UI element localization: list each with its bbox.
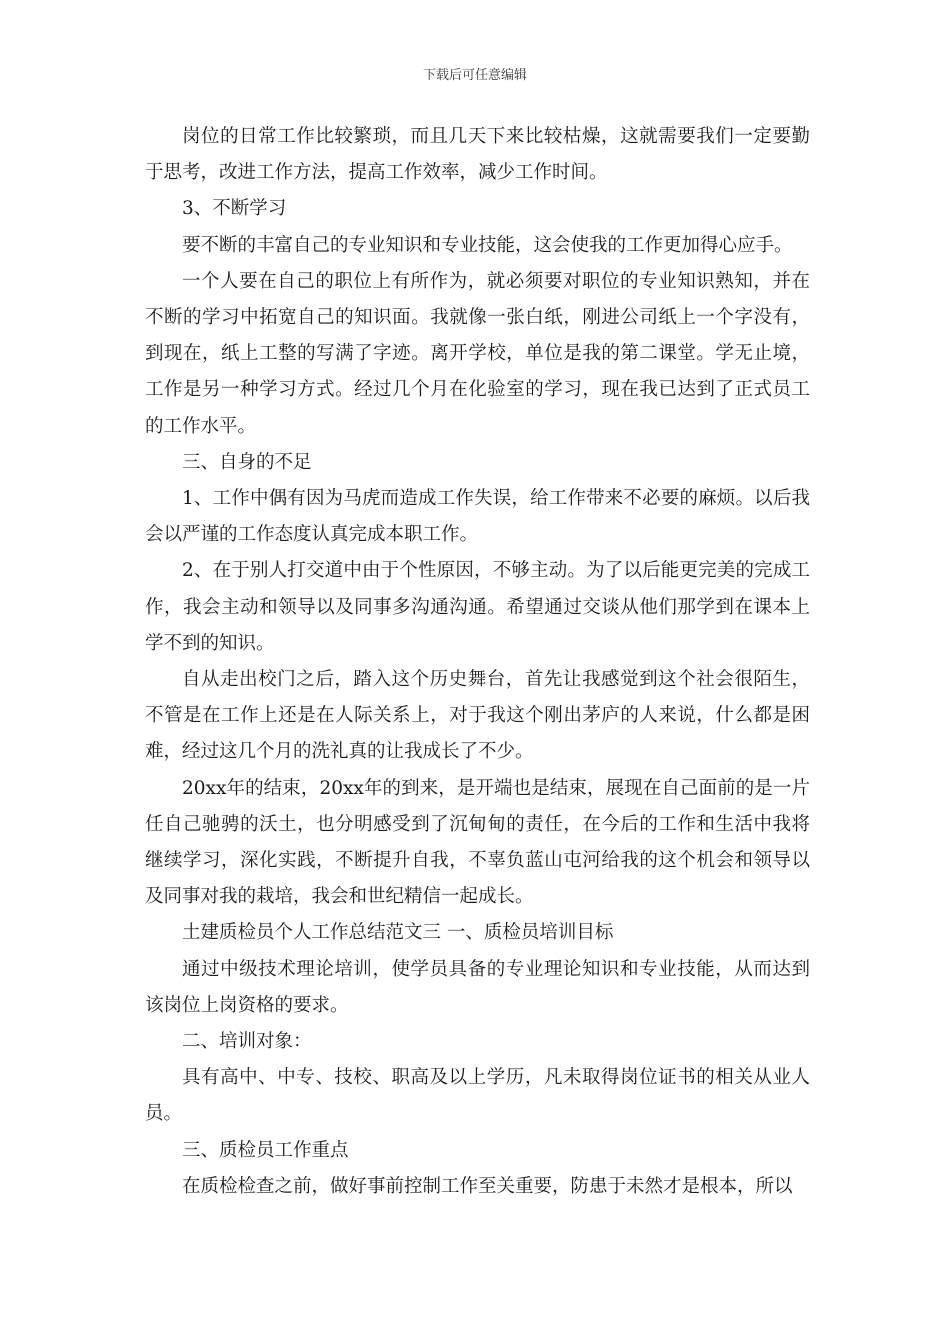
section-heading: 土建质检员个人工作总结范文三 一、质检员培训目标 (182, 922, 614, 944)
section-heading: 三、质检员工作重点 (182, 1139, 349, 1161)
paragraph: 岗位的日常工作比较繁琐，而且几天下来比较枯燥，这就需要我们一定要勤于思考，改进工作方法，提高工作效率，减少工作时间。 (145, 126, 810, 184)
document-body (145, 119, 810, 1205)
page-header: 下载后可任意编辑 (422, 68, 527, 83)
paragraph: 自从走出校门之后，踏入这个历史舞台，首先让我感觉到这个社会很陌生，不管是在工作上还是在人际关系上，对于我这个刚出茅庐的人来说，什么都是困难，经过这几个月的洗礼真的让我成长了不少。 (145, 669, 810, 763)
paragraph: 通过中级技术理论培训，使学员具备的专业理论知识和专业技能，从而达到该岗位上岗资格的要求。 (145, 958, 810, 1016)
section-heading: 二、培训对象： (182, 1031, 312, 1053)
paragraph: 1、工作中偶有因为马虎而造成工作失误，给工作带来不必要的麻烦。以后我会以严谨的工作态度认真完成本职工作。 (145, 488, 810, 546)
paragraph: 要不断的丰富自己的专业知识和专业技能，这会使我的工作更加得心应手。 (182, 234, 793, 256)
paragraph: 2、在于别人打交道中由于个性原因，不够主动。为了以后能更完美的完成工作，我会主动和领导以及同事多沟通沟通。希望通过交谈从他们那学到在课本上学不到的知识。 (145, 560, 810, 654)
paragraph: 在质检检查之前，做好事前控制工作至关重要，防患于未然才是根本，所以 (182, 1175, 793, 1197)
paragraph: 20xx年的结束，20xx年的到来，是开端也是结束，展现在自己面前的是一片任自己驰骋的沃土，也分明感受到了沉甸甸的责任，在今后的工作和生活中我将继续学习，深化实践，不断提升自我，不辜负蓝山屯河给我的这个机会和领导以及同事对我的栽培，我会和世纪精信一起成长。 (145, 777, 810, 908)
paragraph: 具有高中、中专、技校、职高及以上学历，凡未取得岗位证书的相关从业人员。 (145, 1067, 810, 1125)
section-heading: 三、自身的不足 (182, 451, 312, 473)
paragraph: 一个人要在自己的职位上有所作为，就必须要对职位的专业知识熟知，并在不断的学习中拓宽自己的知识面。我就像一张白纸，刚进公司纸上一个字没有，到现在，纸上工整的写满了字迹。离开学校，单位是我的第二课堂。学无止境，工作是另一种学习方式。经过几个月在化验室的学习，现在我已达到了正式员工的工作水平。 (145, 270, 810, 437)
section-heading: 3、不断学习 (182, 198, 287, 220)
